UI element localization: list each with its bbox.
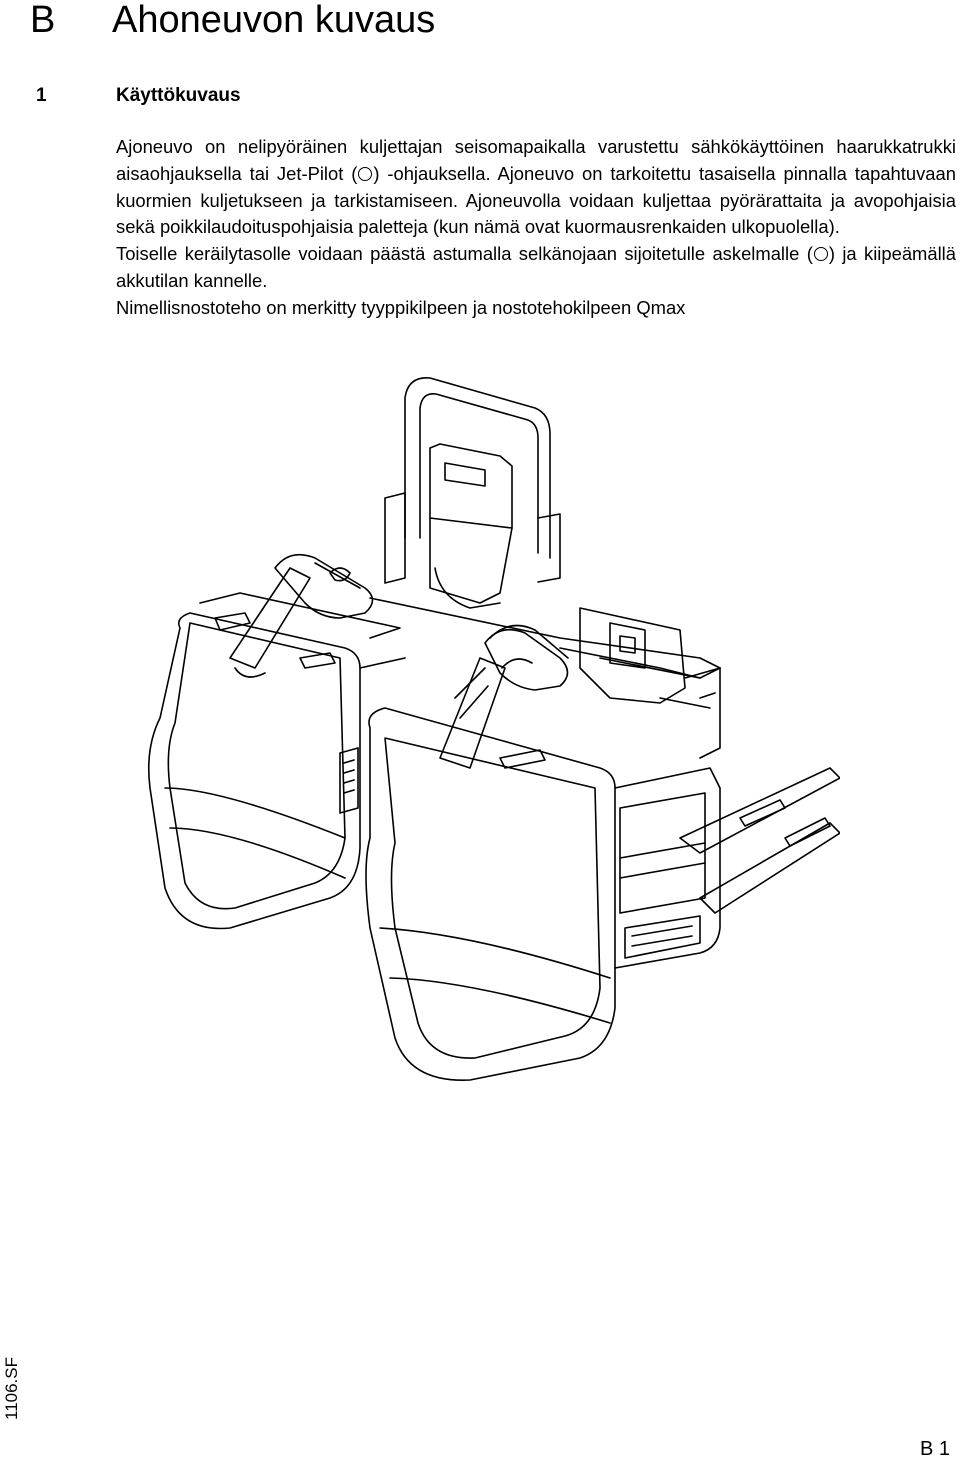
section-heading xyxy=(36,84,241,108)
paragraph-2-part-b: ) ja kiipeämällä akkutilan kannelle. xyxy=(116,243,956,291)
section-number: 1 xyxy=(36,85,47,106)
paragraph-2 xyxy=(116,241,956,295)
tiller-arm xyxy=(230,555,373,677)
paragraph-1 xyxy=(116,134,956,241)
page-number: B 1 xyxy=(919,1438,950,1460)
right-truck-body xyxy=(366,658,720,1080)
section-title: Käyttökuvaus xyxy=(116,85,241,106)
paragraph-1-part-a: Ajoneuvo on nelipyöräinen kuljettajan seisomapaikalla varustettu sähkökäyttöinen haarukkatrukki aisaohjauksella tai Jet-Pilot ( xyxy=(116,136,956,184)
paragraph-3: Nimellisnostoteho on merkitty tyyppikilpeen ja nostotehokilpeen Qmax xyxy=(116,296,686,318)
chapter-title: Ahoneuvon kuvaus xyxy=(112,0,436,41)
paragraph-2-part-a: Toiselle keräilytasolle voidaan päästä astumalla selkänojaan sijoitetulle askelmalle ( xyxy=(116,243,813,265)
chapter-letter: B xyxy=(30,0,56,41)
rear-truck-forks xyxy=(680,768,840,913)
chapter-heading xyxy=(30,0,435,40)
document-code: 1106.SF xyxy=(2,1356,21,1420)
circle-symbol-icon xyxy=(358,167,372,181)
rear-truck-body xyxy=(370,598,720,758)
circle-symbol-icon xyxy=(814,247,828,261)
backrest-frame xyxy=(385,378,560,608)
body-text xyxy=(116,134,956,322)
forklift-illustration xyxy=(140,368,840,1088)
jet-pilot-control xyxy=(440,626,568,769)
paragraph-1-part-b: ) -ohjauksella. Ajoneuvo on tarkoitettu tasaisella pinnalla tapahtuvaan kuormien kuljetukseen ja tarkistamiseen. Ajoneuvolla voidaan kuljettaa pyörärattaita ja avopohjaisia sekä poikkilaudoituspohjaisia paletteja (kun nämä ovat kuormausrenkaiden ulkopuolella). xyxy=(116,162,956,238)
